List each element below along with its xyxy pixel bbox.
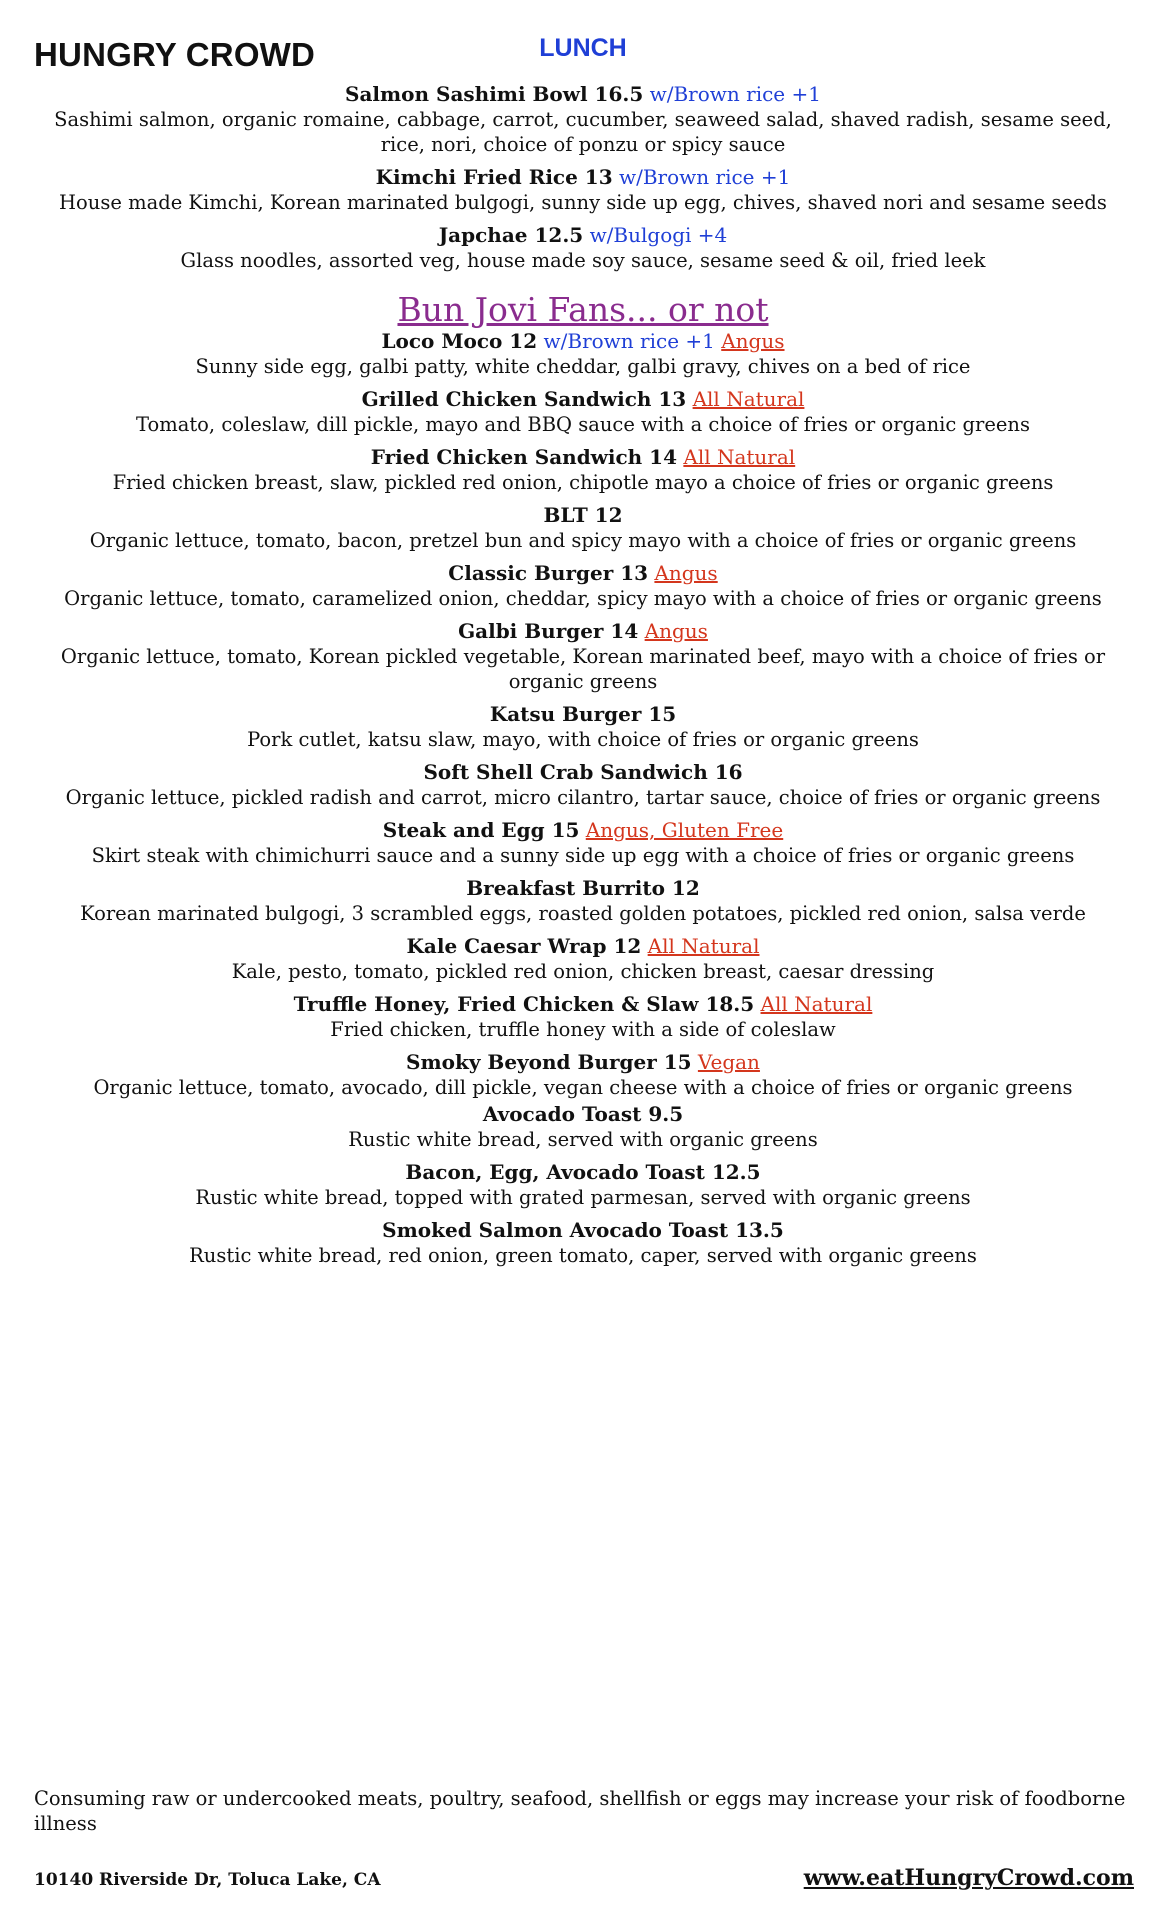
menu-item-name: Classic Burger 13 — [448, 561, 649, 585]
menu-item-description: Kale, pesto, tomato, pickled red onion, chicken breast, caesar dressing — [231, 960, 935, 983]
menu-item-name: Breakfast Burrito 12 — [466, 876, 700, 900]
menu-item — [50, 1050, 1116, 1100]
menu-item-description: Fried chicken breast, slaw, pickled red onion, chipotle mayo a choice of fries or organic greens — [112, 471, 1054, 494]
menu-item-heading — [50, 165, 1116, 190]
menu-item-name: Bacon, Egg, Avocado Toast 12.5 — [405, 1160, 761, 1184]
menu-item-addon: w/Brown rice +1 — [649, 82, 821, 106]
menu-item-addon: w/Brown rice +1 — [619, 165, 791, 189]
menu-item — [50, 876, 1116, 926]
menu-item-heading — [50, 702, 1116, 727]
menu-item-description: Rustic white bread, red onion, green tomato, caper, served with organic greens — [189, 1244, 977, 1267]
menu-item — [50, 445, 1116, 495]
menu-item-description: Fried chicken, truffle honey with a side of coleslaw — [330, 1018, 836, 1041]
menu-item-description: Rustic white bread, served with organic greens — [348, 1128, 818, 1151]
menu-item-name: BLT 12 — [543, 503, 623, 527]
menu-item-name: Kimchi Fried Rice 13 — [375, 165, 613, 189]
brand-title: HUNGRY CROWD — [34, 36, 316, 73]
menu-item-description: Sunny side egg, galbi patty, white cheddar, galbi gravy, chives on a bed of rice — [195, 355, 971, 378]
menu-item — [50, 818, 1116, 868]
disclaimer: Consuming raw or undercooked meats, poultry, seafood, shellfish or eggs may increase your risk of foodborne illness — [34, 1787, 1126, 1835]
menu-group-top — [50, 82, 1116, 273]
menu-item-description: Korean marinated bulgogi, 3 scrambled eggs, roasted golden potatoes, pickled red onion, salsa verde — [80, 902, 1086, 925]
menu-item-tag: Vegan — [697, 1050, 760, 1074]
menu-item-description: Organic lettuce, tomato, caramelized onion, cheddar, spicy mayo with a choice of fries or organic greens — [64, 587, 1102, 610]
menu-item — [50, 992, 1116, 1042]
menu-item-name: Steak and Egg 15 — [382, 818, 580, 842]
menu-item-name: Smoky Beyond Burger 15 — [406, 1050, 692, 1074]
menu-item-tag: Angus — [721, 329, 785, 353]
website-link[interactable]: www.eatHungryCrowd.com — [803, 1865, 1134, 1891]
menu-item-name: Avocado Toast 9.5 — [482, 1102, 684, 1126]
menu-item-description: Organic lettuce, tomato, bacon, pretzel bun and spicy mayo with a choice of fries or organic greens — [89, 529, 1077, 552]
menu-item-heading — [50, 329, 1116, 354]
menu-item-description: Pork cutlet, katsu slaw, mayo, with choice of fries or organic greens — [247, 728, 919, 751]
menu-item-tag: All Natural — [683, 445, 796, 469]
menu-item-name: Loco Moco 12 — [381, 329, 538, 353]
menu-item-name: Salmon Sashimi Bowl 16.5 — [345, 82, 644, 106]
menu-item-heading — [50, 1102, 1116, 1127]
menu-item-heading — [50, 992, 1116, 1017]
menu-item — [50, 760, 1116, 810]
menu-item-heading — [50, 1050, 1116, 1075]
menu-item-heading — [50, 760, 1116, 785]
menu-item — [50, 619, 1116, 694]
menu-item-heading — [50, 619, 1116, 644]
menu-item — [50, 503, 1116, 553]
section-title: LUNCH — [539, 34, 627, 62]
menu-item-heading — [50, 561, 1116, 586]
menu-item-description: Organic lettuce, tomato, Korean pickled vegetable, Korean marinated beef, mayo with a choice of fries or organic greens — [60, 645, 1106, 693]
address: 10140 Riverside Dr, Toluca Lake, CA — [34, 1870, 381, 1890]
menu-item-description: Skirt steak with chimichurri sauce and a sunny side up egg with a choice of fries or organic greens — [91, 844, 1075, 867]
menu-item-tag: Angus — [654, 561, 718, 585]
menu-item-name: Kale Caesar Wrap 12 — [406, 934, 642, 958]
menu-item-tag: Angus — [644, 619, 708, 643]
menu-item — [50, 561, 1116, 611]
menu-item — [50, 1218, 1116, 1268]
menu-item-description: Organic lettuce, tomato, avocado, dill pickle, vegan cheese with a choice of fries or organic greens — [93, 1076, 1073, 1099]
menu-item-heading — [50, 503, 1116, 528]
menu-item-name: Grilled Chicken Sandwich 13 — [361, 387, 687, 411]
menu-item-tag: All Natural — [760, 992, 873, 1016]
menu-item-tag: All Natural — [647, 934, 760, 958]
menu-item-description: House made Kimchi, Korean marinated bulgogi, sunny side up egg, chives, shaved nori and sesame seeds — [59, 191, 1107, 214]
menu-item-tag: All Natural — [692, 387, 805, 411]
menu-item-name: Katsu Burger 15 — [489, 702, 677, 726]
menu-item-description: Glass noodles, assorted veg, house made soy sauce, sesame seed & oil, fried leek — [180, 249, 986, 272]
menu-item-addon: w/Brown rice +1 — [543, 329, 715, 353]
menu-item-heading — [50, 876, 1116, 901]
menu-item-heading — [50, 223, 1116, 248]
menu-item-addon: w/Bulgogi +4 — [589, 223, 728, 247]
menu-item-heading — [50, 82, 1116, 107]
menu-item-name: Soft Shell Crab Sandwich 16 — [423, 760, 743, 784]
menu-item-name: Truffle Honey, Fried Chicken & Slaw 18.5 — [293, 992, 755, 1016]
menu-item — [50, 82, 1116, 157]
menu-list — [50, 82, 1116, 1276]
menu-item-heading — [50, 818, 1116, 843]
menu-item-heading — [50, 387, 1116, 412]
menu-item-heading — [50, 1218, 1116, 1243]
menu-item-heading — [50, 445, 1116, 470]
menu-item-name: Smoked Salmon Avocado Toast 13.5 — [382, 1218, 784, 1242]
menu-item-name: Fried Chicken Sandwich 14 — [370, 445, 678, 469]
menu-group-bottom — [50, 329, 1116, 1268]
menu-item — [50, 165, 1116, 215]
menu-item-description: Sashimi salmon, organic romaine, cabbage, carrot, cucumber, seaweed salad, shaved radish, sesame seed, rice, nori, choice of ponzu or spicy sauce — [54, 108, 1112, 156]
menu-item-description: Rustic white bread, topped with grated parmesan, served with organic greens — [195, 1186, 971, 1209]
menu-item-name: Galbi Burger 14 — [458, 619, 639, 643]
menu-item — [50, 223, 1116, 273]
menu-item — [50, 387, 1116, 437]
menu-item — [50, 329, 1116, 379]
menu-item — [50, 1160, 1116, 1210]
menu-item-heading — [50, 1160, 1116, 1185]
menu-item-description: Organic lettuce, pickled radish and carrot, micro cilantro, tartar sauce, choice of fries or organic greens — [65, 786, 1101, 809]
menu-item-name: Japchae 12.5 — [438, 223, 584, 247]
menu-item — [50, 934, 1116, 984]
menu-item-heading — [50, 934, 1116, 959]
menu-item — [50, 1102, 1116, 1152]
menu-item-tag: Angus, Gluten Free — [585, 818, 784, 842]
menu-subheading: Bun Jovi Fans... or not — [397, 290, 769, 329]
menu-item — [50, 702, 1116, 752]
menu-item-description: Tomato, coleslaw, dill pickle, mayo and BBQ sauce with a choice of fries or organic greens — [136, 413, 1030, 436]
